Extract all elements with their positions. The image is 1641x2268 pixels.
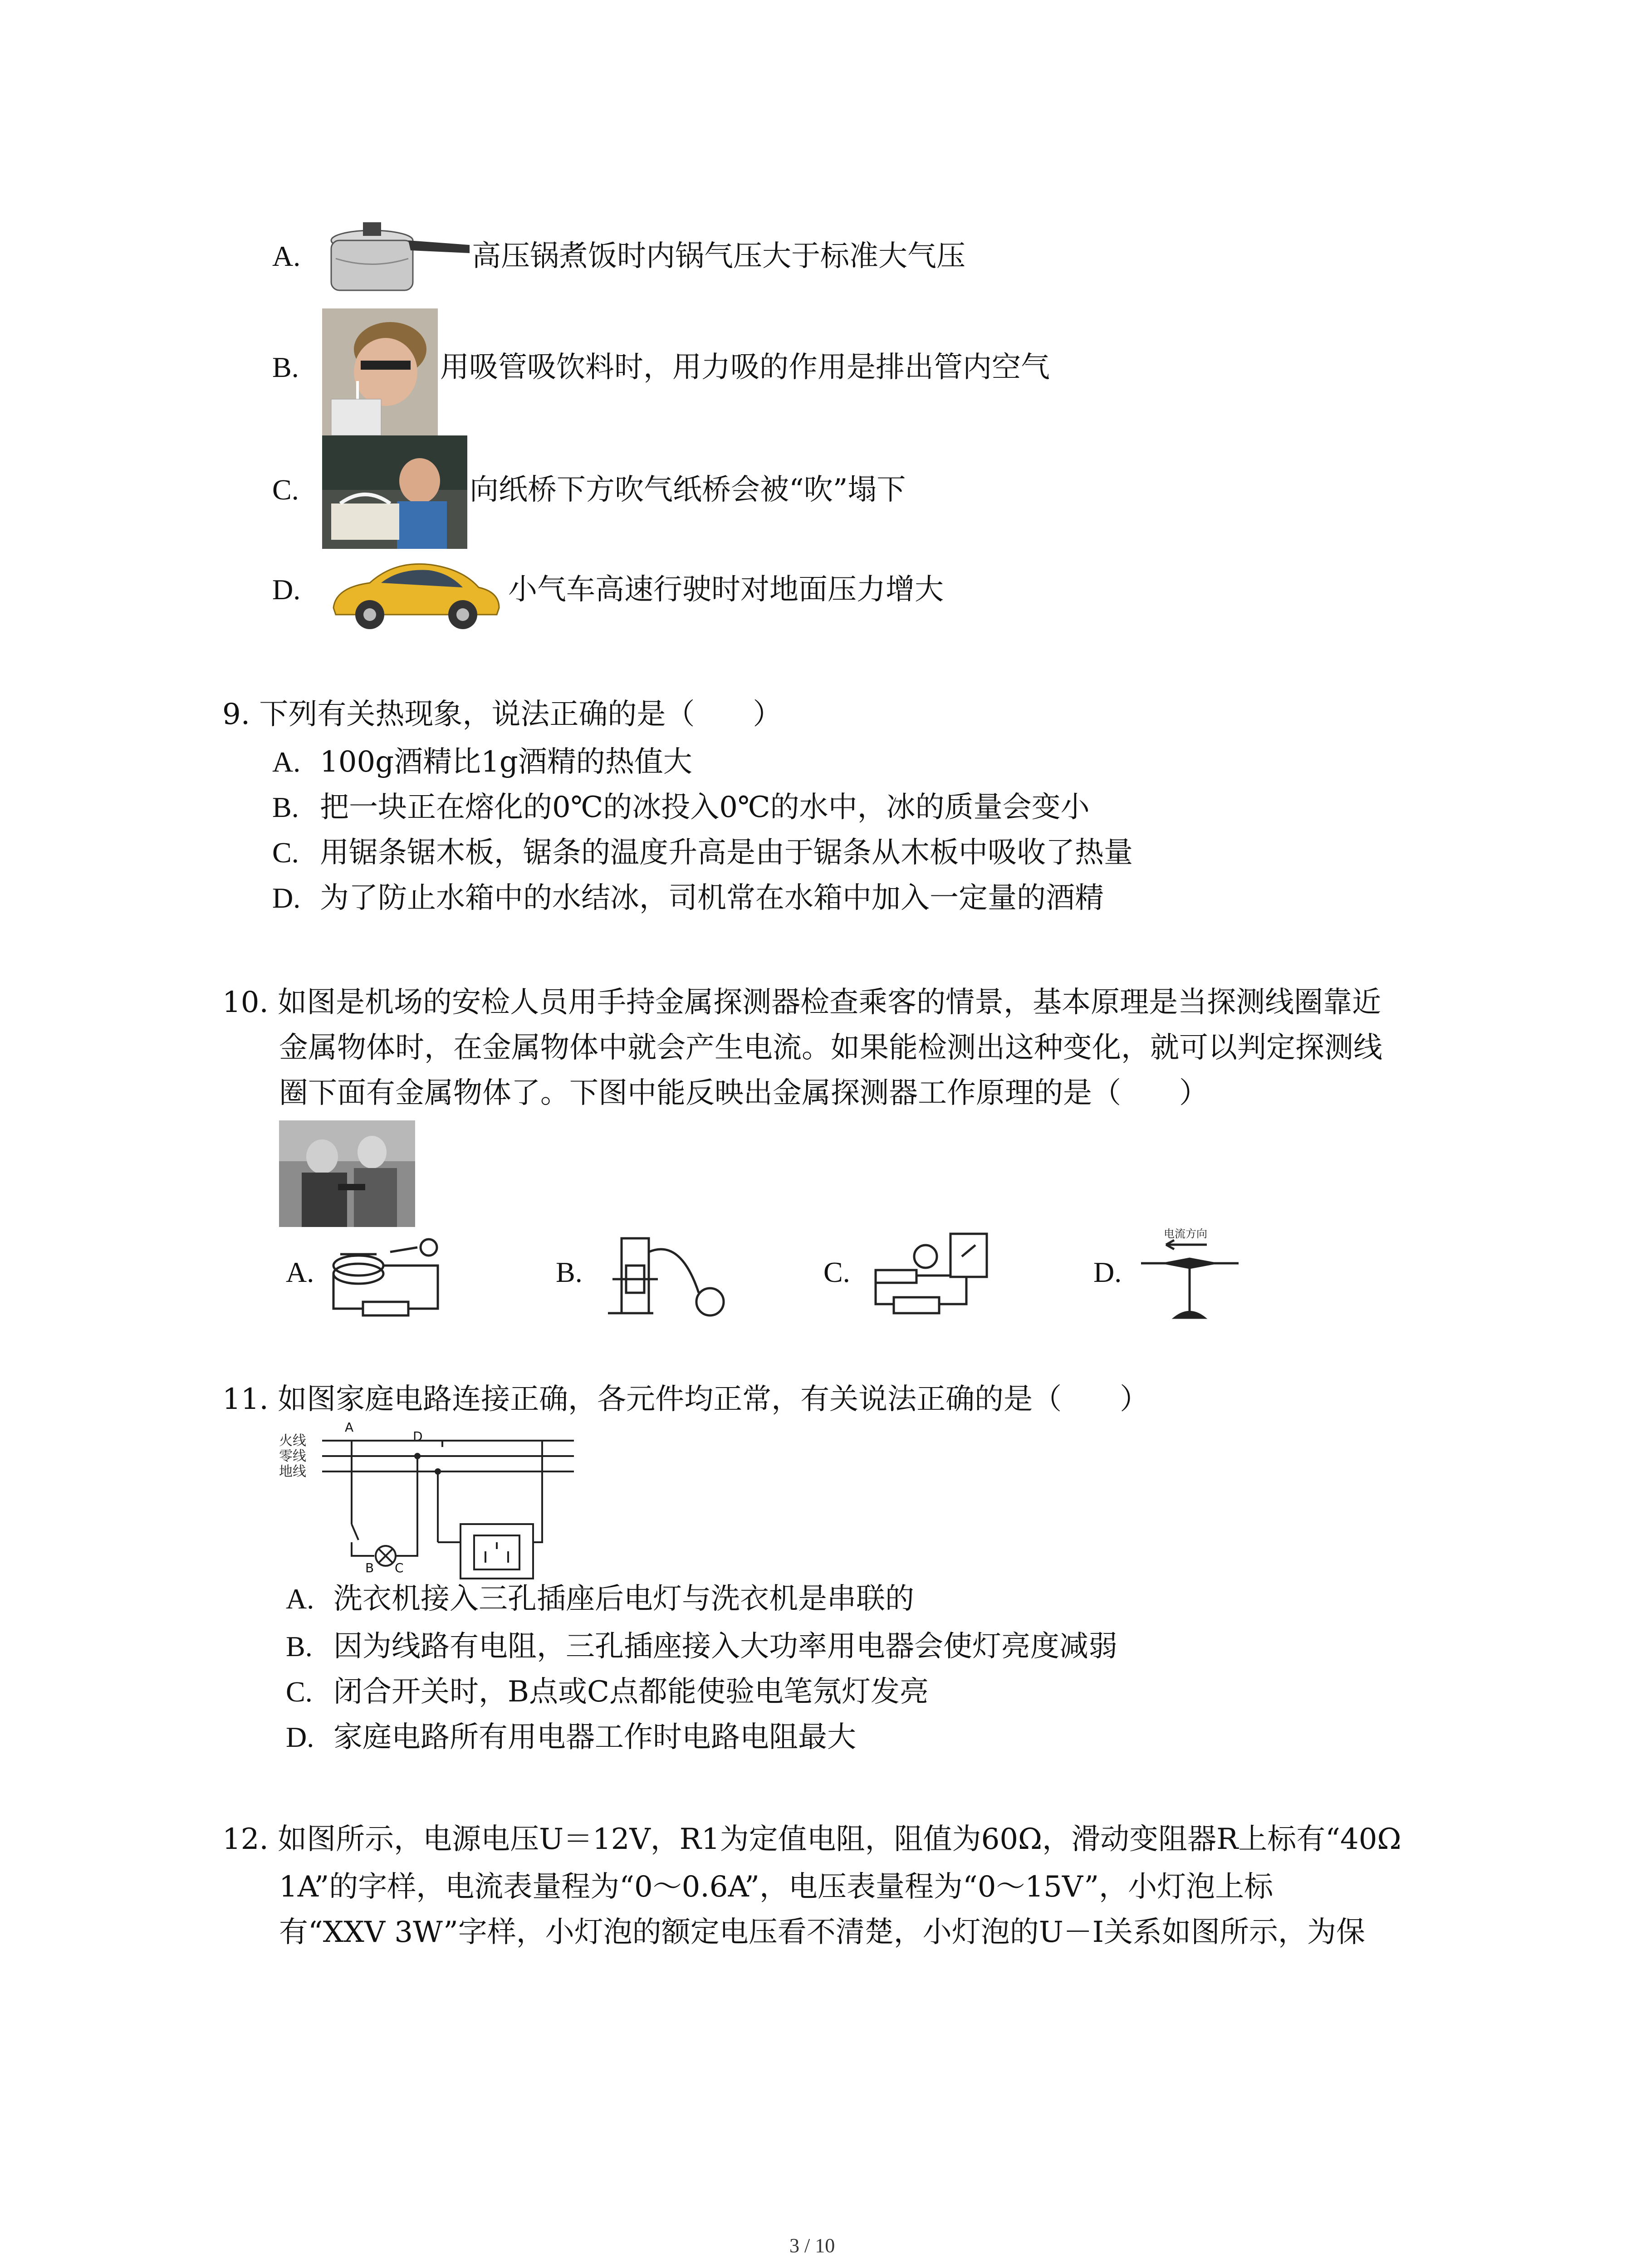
q8-option-a-text: 高压锅煮饭时内锅气压大于标准大气压 — [472, 240, 965, 273]
q9-option-b-label: B. — [272, 791, 299, 823]
q11-stem: 11. 如图家庭电路连接正确，各元件均正常，有关说法正确的是（ ） — [222, 1383, 1149, 1416]
q10-stem-line-2: 金属物体时，在金属物体中就会产生电流。如果能检测出这种变化，就可以判定探测线 — [279, 1031, 1382, 1065]
point-label-c: C — [395, 1560, 404, 1575]
q10-option-b-diagram-icon — [599, 1225, 735, 1320]
q9-option-c-label: C. — [272, 836, 299, 869]
wire-label-ground: 地线 — [279, 1464, 306, 1480]
q9-option-a-text: 100g酒精比1g酒精的热值大 — [320, 745, 692, 779]
current-direction-caption: 电流方向 — [1164, 1227, 1207, 1240]
q8-option-d-label: D. — [272, 573, 301, 606]
q12-line-1: 12. 如图所示，电源电压U＝12V，R1为定值电阻，阻值为60Ω，滑动变阻器R上标有“40Ω — [222, 1823, 1401, 1856]
q9-option-d-label: D. — [272, 882, 301, 914]
q10-stem-line-3: 圈下面有金属物体了。下图中能反映出金属探测器工作原理的是（ ） — [279, 1076, 1208, 1110]
q10-option-a-label: A. — [286, 1256, 314, 1288]
q8-option-a-label: A. — [272, 240, 301, 272]
page-number: 3 / 10 — [789, 2234, 835, 2257]
q8-option-c-text: 向纸桥下方吹气纸桥会被“吹”塌下 — [470, 473, 906, 507]
q10-option-d-diagram-icon — [1139, 1238, 1243, 1325]
q11-option-c-text: 闭合开关时，B点或C点都能使验电笔氖灯发亮 — [333, 1675, 929, 1709]
q11-option-c-label: C. — [286, 1676, 313, 1708]
household-circuit-diagram — [279, 1420, 597, 1583]
q10-option-c-label: C. — [823, 1256, 850, 1288]
straw-drinking-photo-icon — [322, 308, 438, 435]
circuit-wires-icon — [279, 1433, 597, 1583]
q11-option-b-label: B. — [286, 1630, 313, 1662]
q9-option-d-text: 为了防止水箱中的水结冰，司机常在水箱中加入一定量的酒精 — [320, 881, 1104, 915]
q10-option-a-diagram-icon — [327, 1229, 458, 1320]
wire-label-live: 火线 — [279, 1433, 306, 1449]
q10-option-c-diagram-icon — [867, 1225, 998, 1320]
car-icon — [327, 556, 504, 635]
q10-stem-line-1: 10. 如图是机场的安检人员用手持金属探测器检查乘客的情景，基本原理是当探测线圈靠近 — [222, 986, 1381, 1019]
q8-option-b-text: 用吸管吸饮料时，用力吸的作用是排出管内空气 — [440, 351, 1050, 384]
q10-option-b-label: B. — [556, 1256, 583, 1288]
wire-label-neutral: 零线 — [279, 1448, 306, 1464]
q11-option-a-text: 洗衣机接入三孔插座后电灯与洗衣机是串联的 — [333, 1582, 914, 1616]
pressure-cooker-icon — [318, 213, 472, 304]
q11-option-d-label: D. — [286, 1721, 314, 1753]
q12-line-3: 有“XXV 3W”字样，小灯泡的额定电压看不清楚，小灯泡的U－I关系如图所示，为保 — [279, 1916, 1366, 1949]
q9-option-a-label: A. — [272, 746, 301, 778]
point-label-a: A — [345, 1420, 354, 1435]
point-label-d: D — [413, 1429, 423, 1444]
security-check-photo-icon — [279, 1120, 415, 1227]
q10-option-d-label: D. — [1093, 1256, 1122, 1288]
q8-option-c-label: C. — [272, 474, 299, 506]
q9-stem: 9. 下列有关热现象，说法正确的是（ ） — [222, 698, 782, 731]
q11-option-d-text: 家庭电路所有用电器工作时电路电阻最大 — [333, 1721, 856, 1754]
q11-option-a-label: A. — [286, 1583, 314, 1615]
q9-option-c-text: 用锯条锯木板，锯条的温度升高是由于锯条从木板中吸收了热量 — [320, 836, 1133, 870]
point-label-b: B — [365, 1560, 374, 1575]
paper-bridge-photo-icon — [322, 435, 467, 549]
q11-option-b-text: 因为线路有电阻，三孔插座接入大功率用电器会使灯亮度减弱 — [333, 1630, 1117, 1663]
q12-line-2: 1A”的字样，电流表量程为“0～0.6A”，电压表量程为“0～15V”，小灯泡上标 — [279, 1870, 1274, 1904]
q8-option-d-text: 小气车高速行驶时对地面压力增大 — [508, 573, 944, 606]
q9-option-b-text: 把一块正在熔化的0℃的冰投入0℃的水中，冰的质量会变小 — [320, 791, 1090, 824]
q8-option-b-label: B. — [272, 351, 299, 383]
